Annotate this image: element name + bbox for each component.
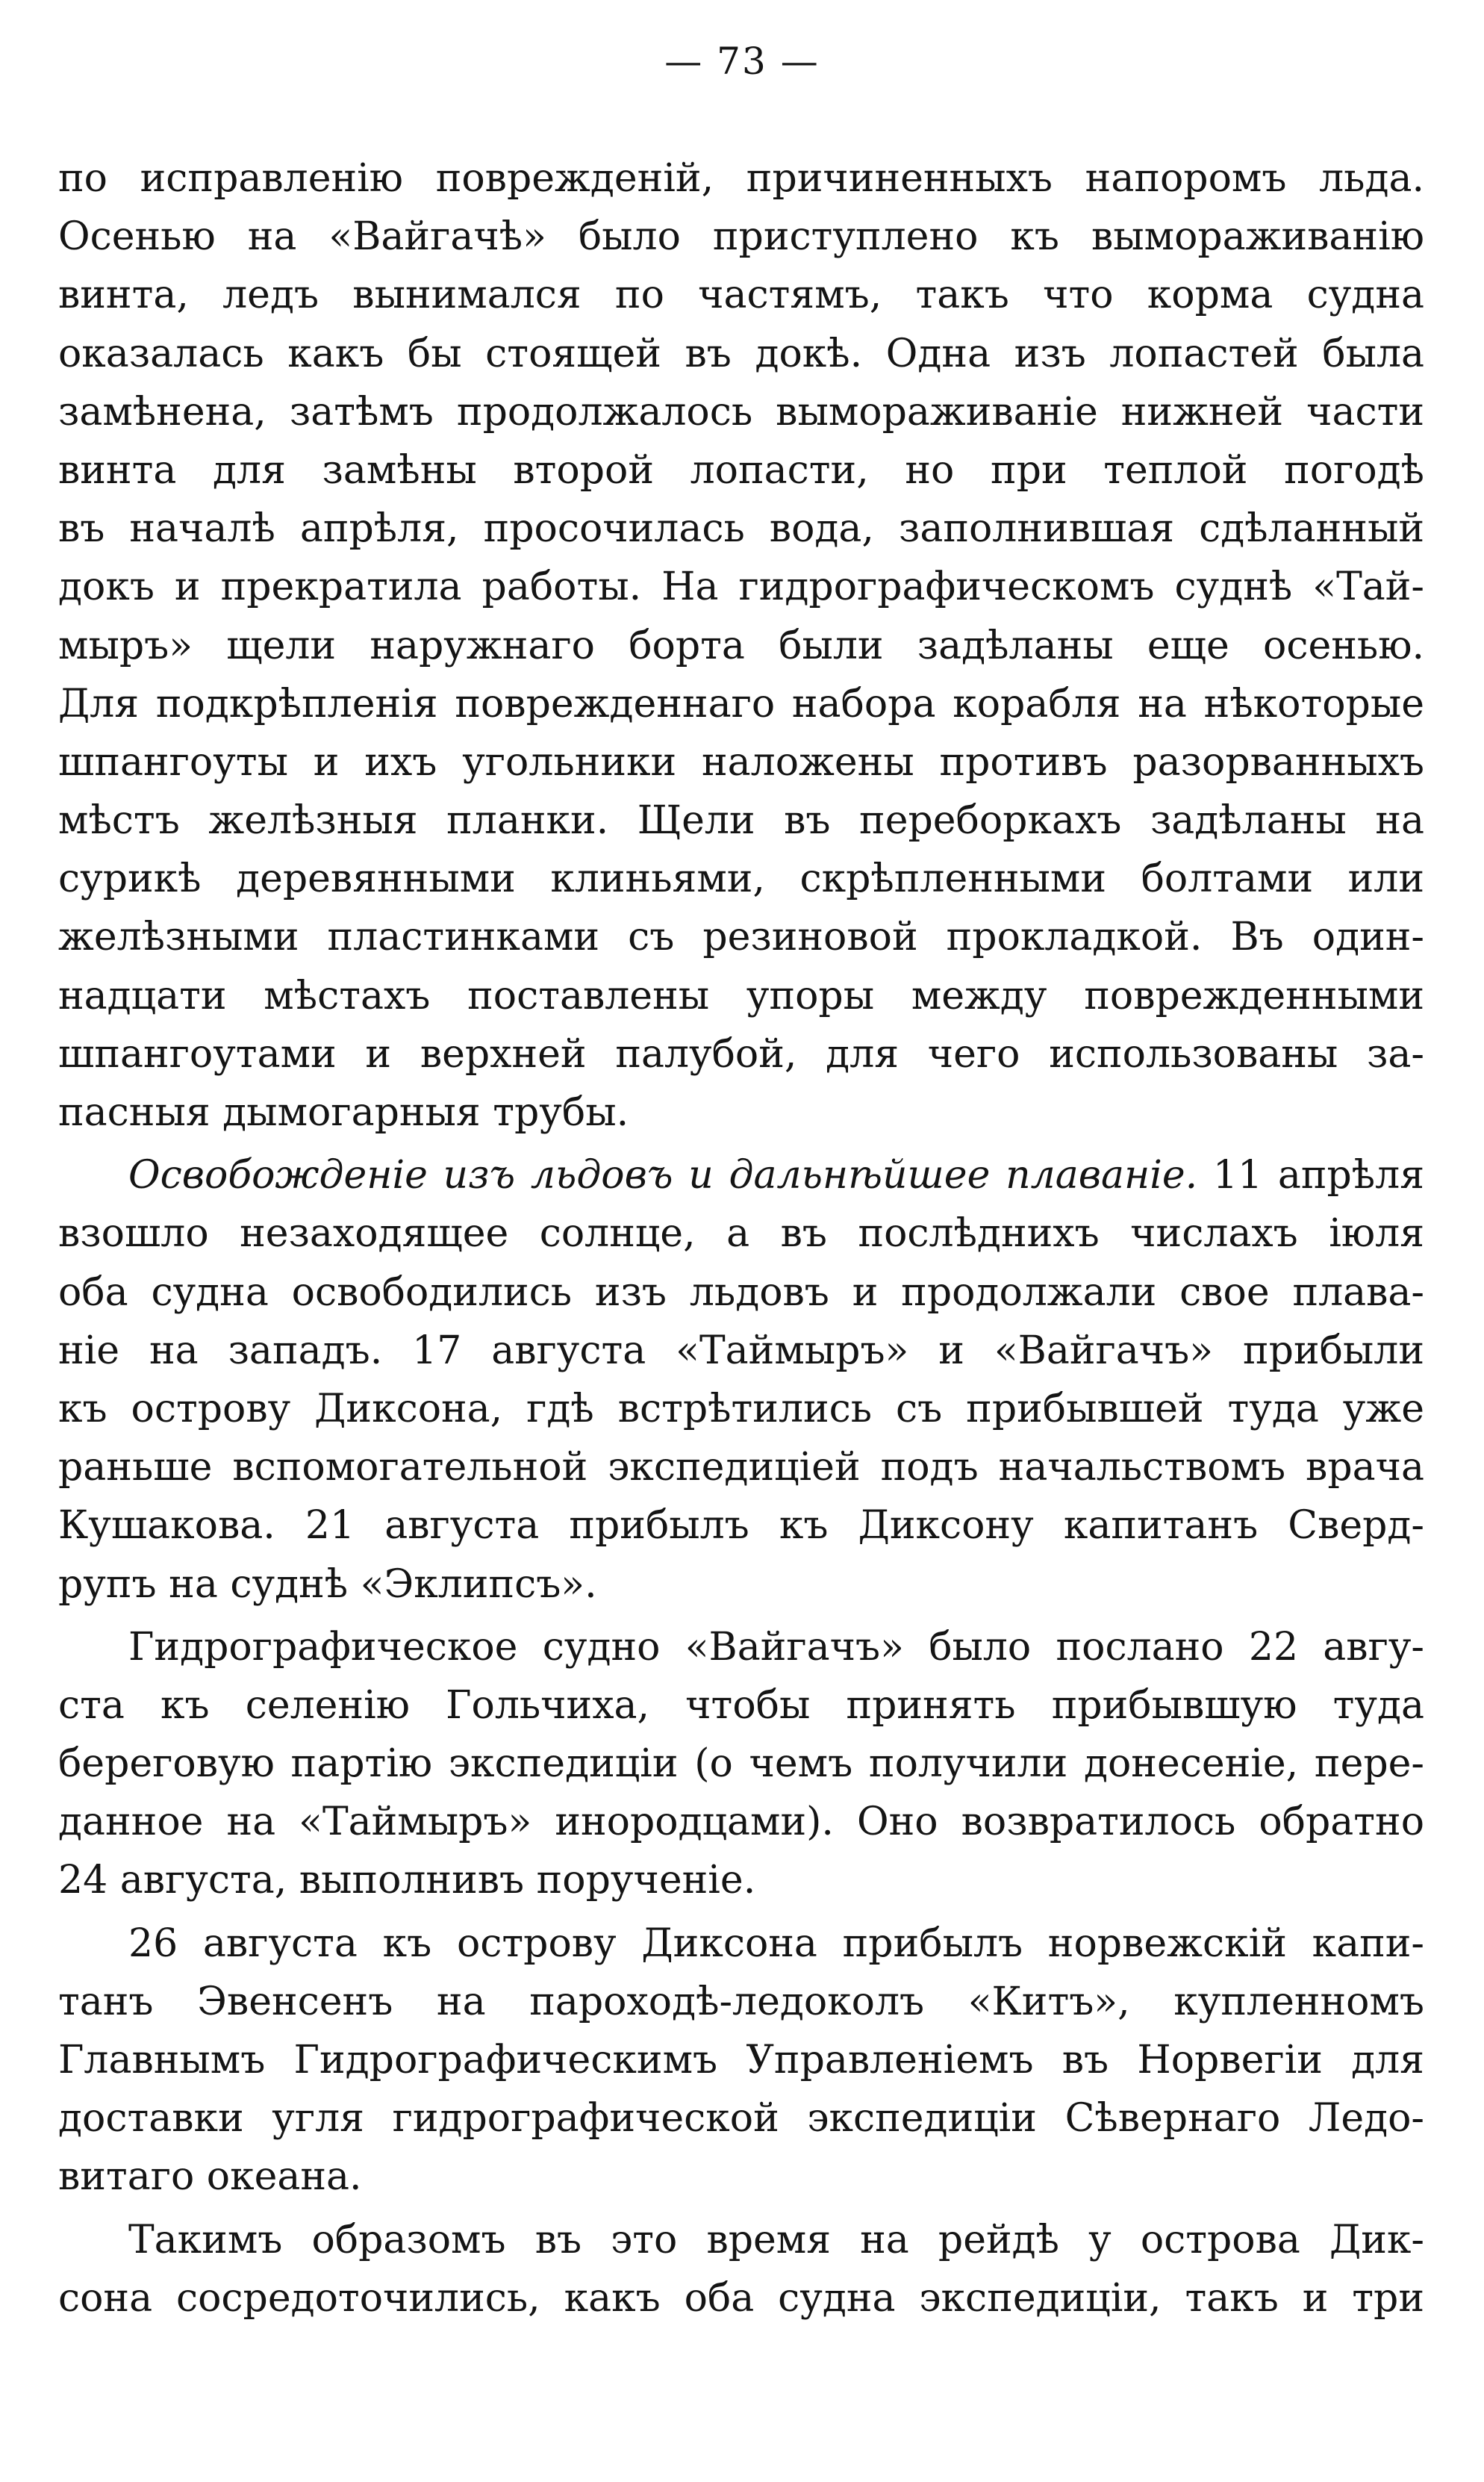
text-line: оказалась какъ бы стоящей въ докѣ. Одна изъ лопастей была xyxy=(58,331,1424,376)
text-line: надцати мѣстахъ поставлены упоры между поврежденными xyxy=(58,973,1424,1018)
text-line: къ острову Диксона, гдѣ встрѣтились съ прибывшей туда уже xyxy=(58,1386,1424,1431)
text-line: докъ и прекратила работы. На гидрографическомъ суднѣ «Тай- xyxy=(58,564,1424,610)
text-line: доставки угля гидрографической экспедиціи Сѣвернаго Ледо- xyxy=(58,2096,1424,2142)
section-heading-line xyxy=(58,1146,1424,1204)
text-line: шпангоуты и ихъ угольники наложены противъ разорванныхъ xyxy=(58,739,1424,785)
text-line: 24 августа, выполнивъ порученіе. xyxy=(58,1858,756,1903)
text-line: шпангоутами и верхней палубой, для чего использованы за- xyxy=(58,1031,1424,1077)
text-line: Осенью на «Вайгачѣ» было приступлено къ вымораживанію xyxy=(58,214,1424,260)
text-line: 26 августа къ острову Диксона прибылъ норвежскій капи- xyxy=(128,1920,1424,1966)
text-line: Главнымъ Гидрографическимъ Управленіемъ въ Норвегіи для xyxy=(58,2038,1424,2083)
text-line: по исправленію поврежденій, причиненныхъ напоромъ льда. xyxy=(58,156,1424,201)
text-line: ніе на западъ. 17 августа «Таймыръ» и «Вайгачъ» прибыли xyxy=(58,1328,1424,1373)
text-line: сурикѣ деревянными клиньями, скрѣпленными болтами или xyxy=(58,856,1424,902)
text-line: пасныя дымогарныя трубы. xyxy=(58,1090,629,1135)
text-line: Для подкрѣпленія поврежденнаго набора корабля на нѣкоторые xyxy=(58,681,1424,727)
text-line: витаго океана. xyxy=(58,2154,362,2200)
text-line: береговую партію экспедиціи (о чемъ получили донесеніе, пере- xyxy=(58,1741,1424,1787)
text-line: въ началѣ апрѣля, просочилась вода, заполнившая сдѣланный xyxy=(58,506,1424,552)
text-line: замѣнена, затѣмъ продолжалось вымораживаніе нижней части xyxy=(58,389,1424,435)
text-line: сона сосредоточились, какъ оба судна экспедиціи, такъ и три xyxy=(58,2275,1424,2321)
text-line: оба судна освободились изъ льдовъ и продолжали свое плава- xyxy=(58,1269,1424,1315)
text-line: данное на «Таймыръ» инородцами). Оно возвратилось обратно xyxy=(58,1800,1424,1845)
text-line: винта, ледъ вынимался по частямъ, такъ что корма судна xyxy=(58,273,1424,318)
text-line: мыръ» щели наружнаго борта были задѣланы еще осенью. xyxy=(58,623,1424,668)
body-text xyxy=(58,149,1424,2327)
text-line: мѣстъ желѣзныя планки. Щели въ переборкахъ задѣланы на xyxy=(58,798,1424,844)
text-line: рупъ на суднѣ «Эклипсъ». xyxy=(58,1561,597,1607)
page-number: — 73 — xyxy=(664,40,820,83)
text-line: винта для замѣны второй лопасти, но при теплой погодѣ xyxy=(58,447,1424,493)
section-heading: Освобожденіе изъ льдовъ и дальнѣйшее плаваніе. xyxy=(128,1153,1198,1198)
text-line: Гидрографическое судно «Вайгачъ» было послано 22 авгу- xyxy=(128,1624,1424,1670)
text-line: танъ Эвенсенъ на пароходѣ-ледоколъ «Китъ», купленномъ xyxy=(58,1979,1424,2024)
text-line: раньше вспомогательной экспедиціей подъ начальствомъ врача xyxy=(58,1445,1424,1490)
text-line: желѣзными пластинками съ резиновой прокладкой. Въ один- xyxy=(58,915,1424,960)
text-line: взошло незаходящее солнце, а въ послѣднихъ числахъ іюля xyxy=(58,1211,1424,1257)
text-line: Такимъ образомъ въ это время на рейдѣ у острова Дик- xyxy=(128,2217,1424,2262)
text-line: ста къ селенію Гольчиха, чтобы принять прибывшую туда xyxy=(58,1682,1424,1728)
text-line: Кушакова. 21 августа прибылъ къ Диксону капитанъ Сверд- xyxy=(58,1503,1424,1549)
section-heading-rest: 11 апрѣля xyxy=(1197,1153,1424,1198)
